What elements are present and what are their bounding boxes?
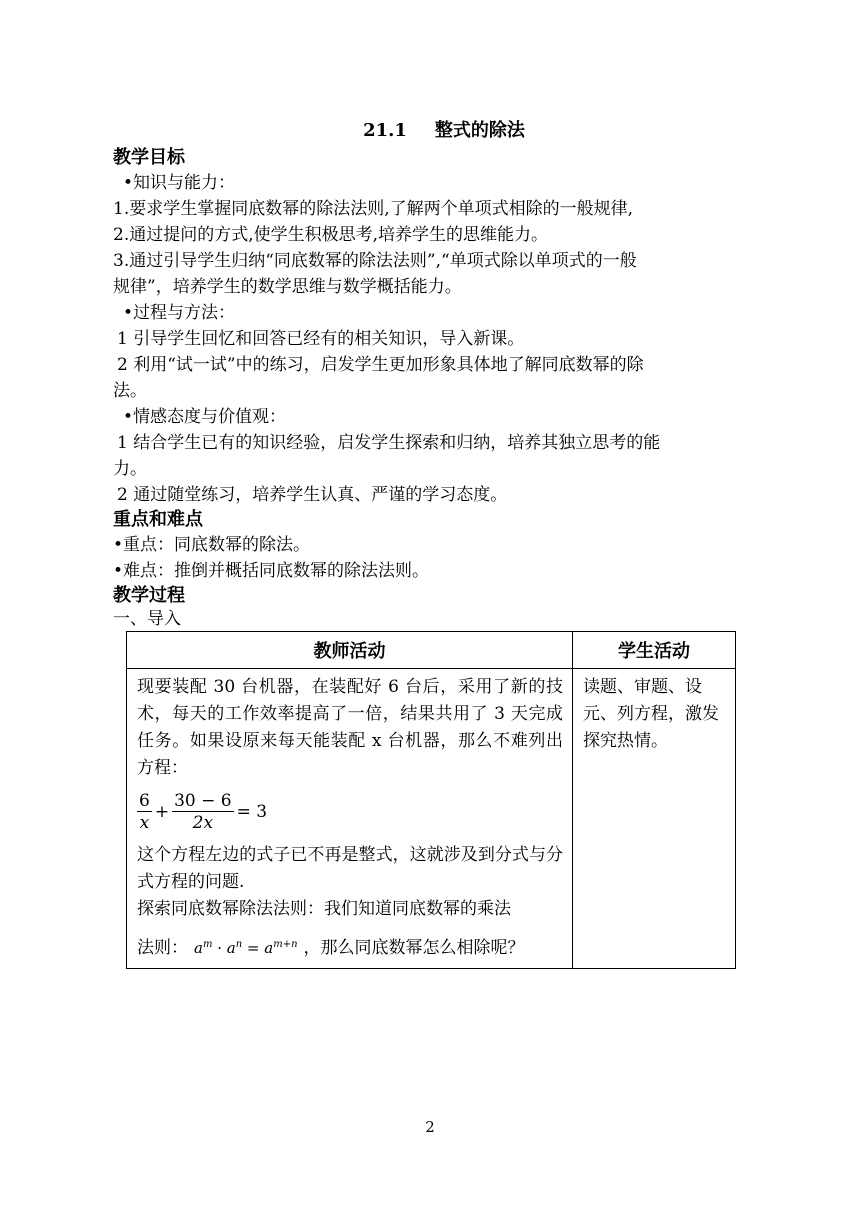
goal-knowledge-item-3b: 规律”，培养学生的数学思维与数学概括能力。 bbox=[113, 277, 462, 297]
goal-knowledge-label: •知识与能力： bbox=[123, 173, 236, 193]
goal-process-item-1: 1 引导学生回忆和回答已经有的相关知识，导入新课。 bbox=[117, 329, 525, 349]
part-intro-label: 一、导入 bbox=[113, 609, 181, 629]
exponent-m: m bbox=[202, 939, 213, 950]
goal-attitude-item-1b: 力。 bbox=[113, 459, 147, 479]
heading-teaching-goals: 教学目标 bbox=[113, 147, 185, 168]
fraction-1-denominator: x bbox=[139, 812, 150, 833]
base-a: a bbox=[264, 939, 274, 957]
page-number: 2 bbox=[425, 1118, 435, 1136]
goal-attitude-item-2: 2 通过随堂练习，培养学生认真、严谨的学习态度。 bbox=[117, 485, 508, 505]
activity-table bbox=[126, 631, 736, 969]
goal-process-item-2b: 法。 bbox=[113, 381, 147, 401]
goal-attitude-label: •情感态度与价值观： bbox=[123, 407, 287, 427]
student-activity-cell bbox=[573, 669, 736, 969]
goal-knowledge-item-3a: 3.通过引导学生归纳“同底数幂的除法法则”,“单项式除以单项式的一般 bbox=[113, 251, 637, 271]
header-student-activity: 学生活动 bbox=[573, 632, 736, 669]
lesson-title bbox=[113, 118, 753, 144]
exponent-n: n bbox=[235, 939, 243, 950]
table-row bbox=[127, 669, 736, 969]
fraction-2 bbox=[172, 791, 234, 834]
exponent-m-plus-n: m+n bbox=[273, 939, 298, 950]
heading-teaching-process: 教学过程 bbox=[113, 585, 185, 606]
law-prefix: 法则： bbox=[137, 938, 188, 958]
fraction-1-numerator: 6 bbox=[139, 790, 150, 811]
fraction-2-numerator: 30 − 6 bbox=[174, 790, 232, 811]
teacher-paragraph-3: 探索同底数幂除法法则：我们知道同底数幂的乘法 bbox=[137, 899, 511, 919]
header-teacher-activity: 教师活动 bbox=[127, 632, 573, 669]
document-body bbox=[113, 118, 753, 630]
base-a: a bbox=[226, 939, 236, 957]
teacher-paragraph-4 bbox=[137, 931, 563, 962]
lesson-number: 21.1 bbox=[363, 120, 407, 141]
teacher-paragraph-2: 这个方程左边的式子已不再是整式，这就涉及到分式与分式方程的问题. bbox=[137, 845, 563, 892]
equation-rhs: = 3 bbox=[236, 801, 268, 822]
heading-key-points: 重点和难点 bbox=[113, 509, 203, 530]
lesson-name: 整式的除法 bbox=[434, 120, 525, 141]
goal-process-label: •过程与方法： bbox=[123, 303, 236, 323]
difficult-point: •难点：推倒并概括同底数幂的除法法则。 bbox=[113, 561, 430, 581]
base-a: a bbox=[194, 939, 203, 957]
goal-knowledge-item-2: 2.通过提问的方式,使学生积极思考,培养学生的思维能力。 bbox=[113, 225, 549, 245]
plus-sign: + bbox=[154, 801, 170, 822]
key-point: •重点：同底数幂的除法。 bbox=[113, 535, 311, 555]
fraction-2-denominator: 2x bbox=[192, 812, 214, 833]
student-paragraph-1: 读题、审题、设元、列方程，激发探究热情。 bbox=[583, 677, 719, 751]
goal-knowledge-item-1: 1.要求学生掌握同底数幂的除法法则,了解两个单项式相除的一般规律, bbox=[113, 199, 634, 219]
dot-operator: · bbox=[212, 939, 227, 957]
equals-sign: = bbox=[242, 939, 265, 957]
teacher-paragraph-1: 现要装配 30 台机器，在装配好 6 台后，采用了新的技术，每天的工作效率提高了一倍，结果共用了 3 天完成任务。如果设原来每天能装配 x 台机器，那么不难列出方程： bbox=[137, 677, 563, 778]
teacher-activity-cell bbox=[127, 669, 573, 969]
table-header-row bbox=[127, 632, 736, 669]
fraction-1 bbox=[137, 791, 152, 834]
equation bbox=[137, 784, 563, 840]
law-suffix: ，那么同底数幂怎么相除呢？ bbox=[303, 938, 525, 958]
goal-attitude-item-1a: 1 结合学生已有的知识经验，启发学生探索和归纳，培养其独立思考的能 bbox=[117, 433, 661, 453]
goal-process-item-2a: 2 利用“试一试”中的练习，启发学生更加形象具体地了解同底数幂的除 bbox=[117, 355, 644, 375]
multiplication-law-formula bbox=[194, 939, 298, 957]
